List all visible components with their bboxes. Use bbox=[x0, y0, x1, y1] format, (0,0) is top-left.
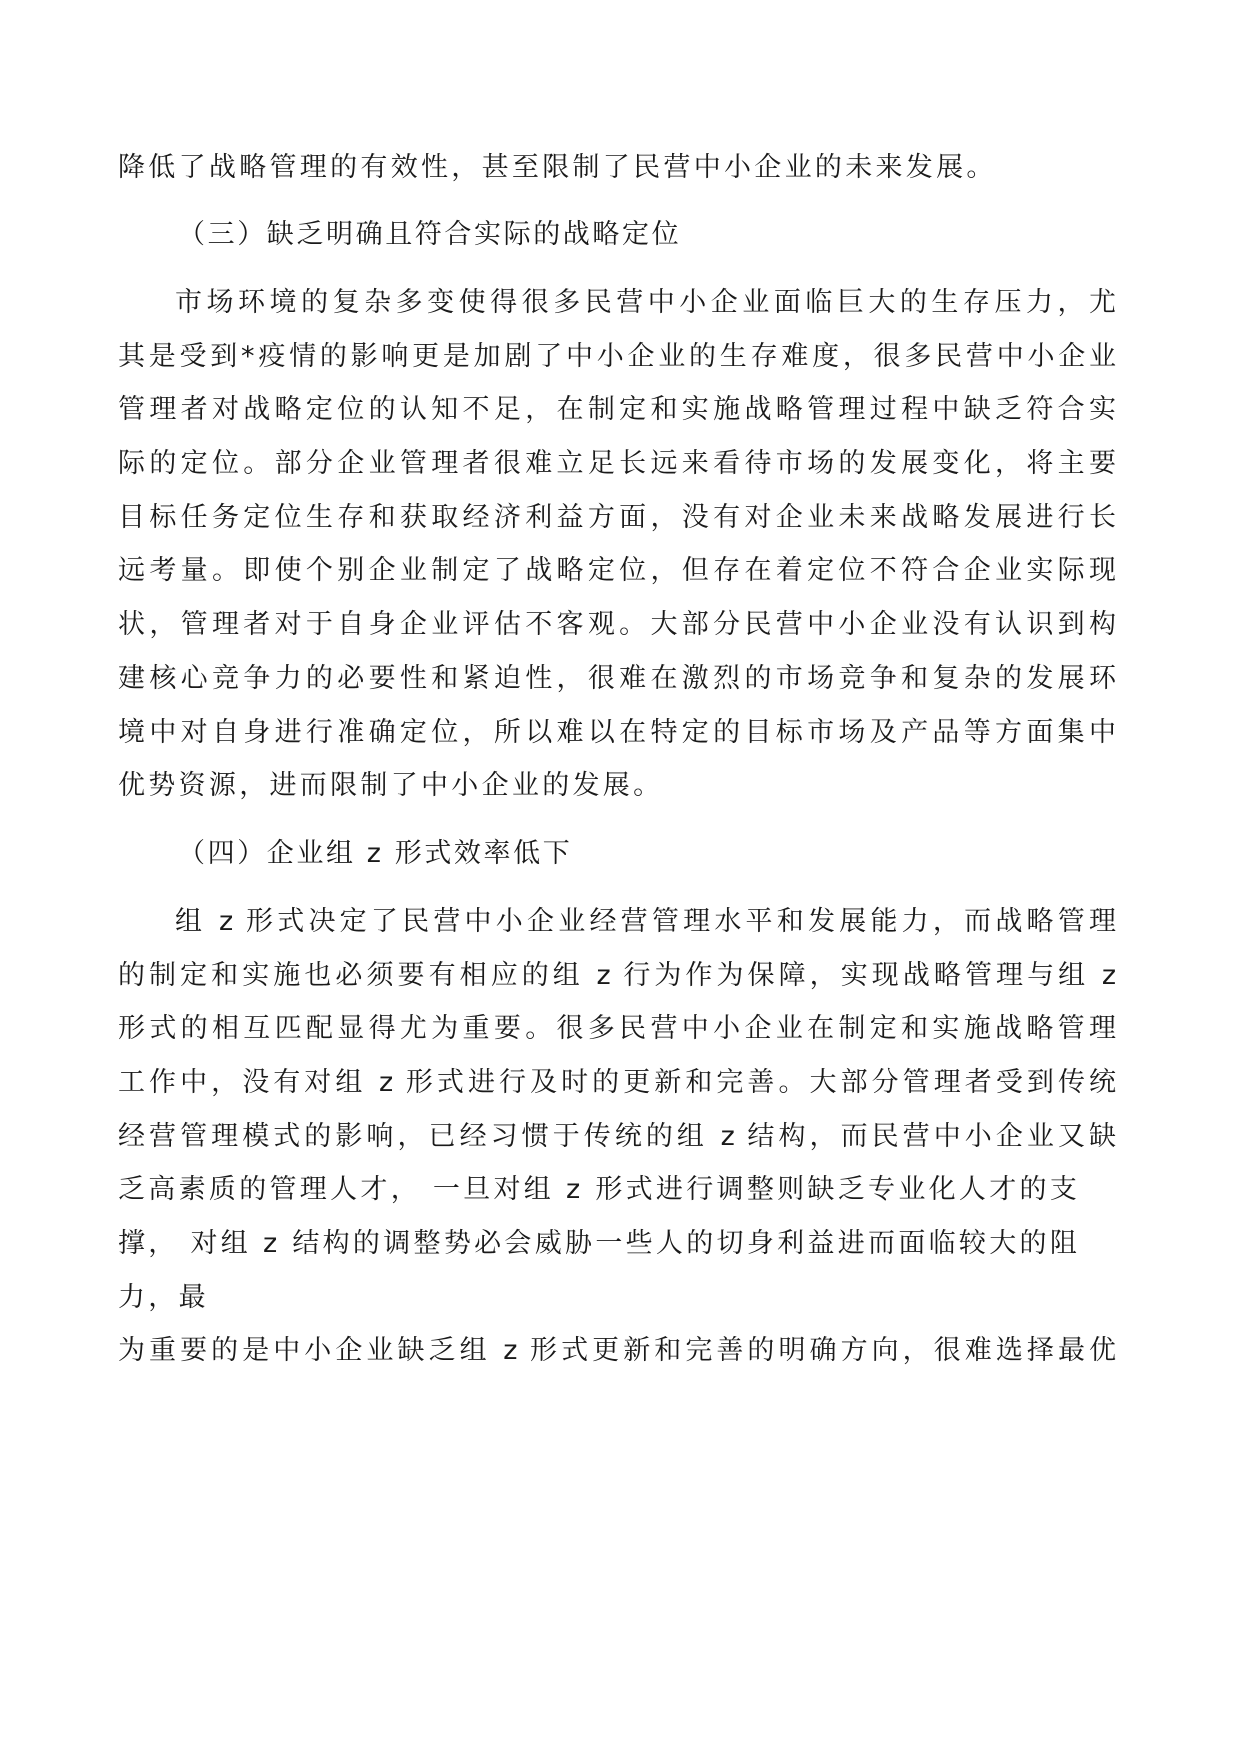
paragraph-line: 工作中，没有对组 z 形式进行及时的更新和完善。大部分管理者受到传统 bbox=[118, 1067, 1116, 1098]
paragraph-line: 力，最 bbox=[118, 1282, 209, 1313]
paragraph-line: 目标任务定位生存和获取经济利益方面，没有对企业未来战略发展进行长 bbox=[118, 502, 1116, 533]
paragraph-line: 其是受到*疫情的影响更是加剧了中小企业的生存难度，很多民营中小企业 bbox=[118, 341, 1116, 372]
paragraph-line: 管理者对战略定位的认知不足，在制定和实施战略管理过程中缺乏符合实 bbox=[118, 394, 1116, 425]
paragraph-line: 远考量。即使个别企业制定了战略定位，但存在着定位不符合企业实际现 bbox=[118, 555, 1116, 586]
paragraph-line: 撑， 对组 z 结构的调整势必会威胁一些人的切身利益进而面临较大的阻 bbox=[118, 1228, 1081, 1259]
paragraph-line: 降低了战略管理的有效性，甚至限制了民营中小企业的未来发展。 bbox=[118, 152, 997, 183]
paragraph-line: 乏高素质的管理人才， 一旦对组 z 形式进行调整则缺乏专业化人才的支 bbox=[118, 1174, 1081, 1205]
paragraph-line: 经营管理模式的影响，已经习惯于传统的组 z 结构，而民营中小企业又缺 bbox=[118, 1121, 1116, 1152]
paragraph-line: 境中对自身进行准确定位，所以难以在特定的目标市场及产品等方面集中 bbox=[118, 717, 1116, 748]
paragraph-line: 建核心竞争力的必要性和紧迫性，很难在激烈的市场竞争和复杂的发展环 bbox=[118, 663, 1116, 694]
paragraph-line: 际的定位。部分企业管理者很难立足长远来看待市场的发展变化，将主要 bbox=[118, 448, 1116, 479]
section-heading-3: （三）缺乏明确且符合实际的战略定位 bbox=[178, 219, 682, 250]
paragraph-line: 优势资源，进而限制了中小企业的发展。 bbox=[118, 770, 664, 801]
paragraph-line: 状，管理者对于自身企业评估不客观。大部分民营中小企业没有认识到构 bbox=[118, 609, 1116, 640]
section-heading-4: （四）企业组 z 形式效率低下 bbox=[178, 838, 573, 869]
paragraph-line: 为重要的是中小企业缺乏组 z 形式更新和完善的明确方向，很难选择最优 bbox=[118, 1335, 1116, 1366]
paragraph-line: 形式的相互匹配显得尤为重要。很多民营中小企业在制定和实施战略管理 bbox=[118, 1013, 1116, 1044]
paragraph-line: 的制定和实施也必须要有相应的组 z 行为作为保障，实现战略管理与组 z bbox=[118, 960, 1116, 991]
paragraph-line: 组 z 形式决定了民营中小企业经营管理水平和发展能力，而战略管理 bbox=[175, 906, 1116, 937]
paragraph-line: 市场环境的复杂多变使得很多民营中小企业面临巨大的生存压力，尤 bbox=[175, 287, 1116, 318]
